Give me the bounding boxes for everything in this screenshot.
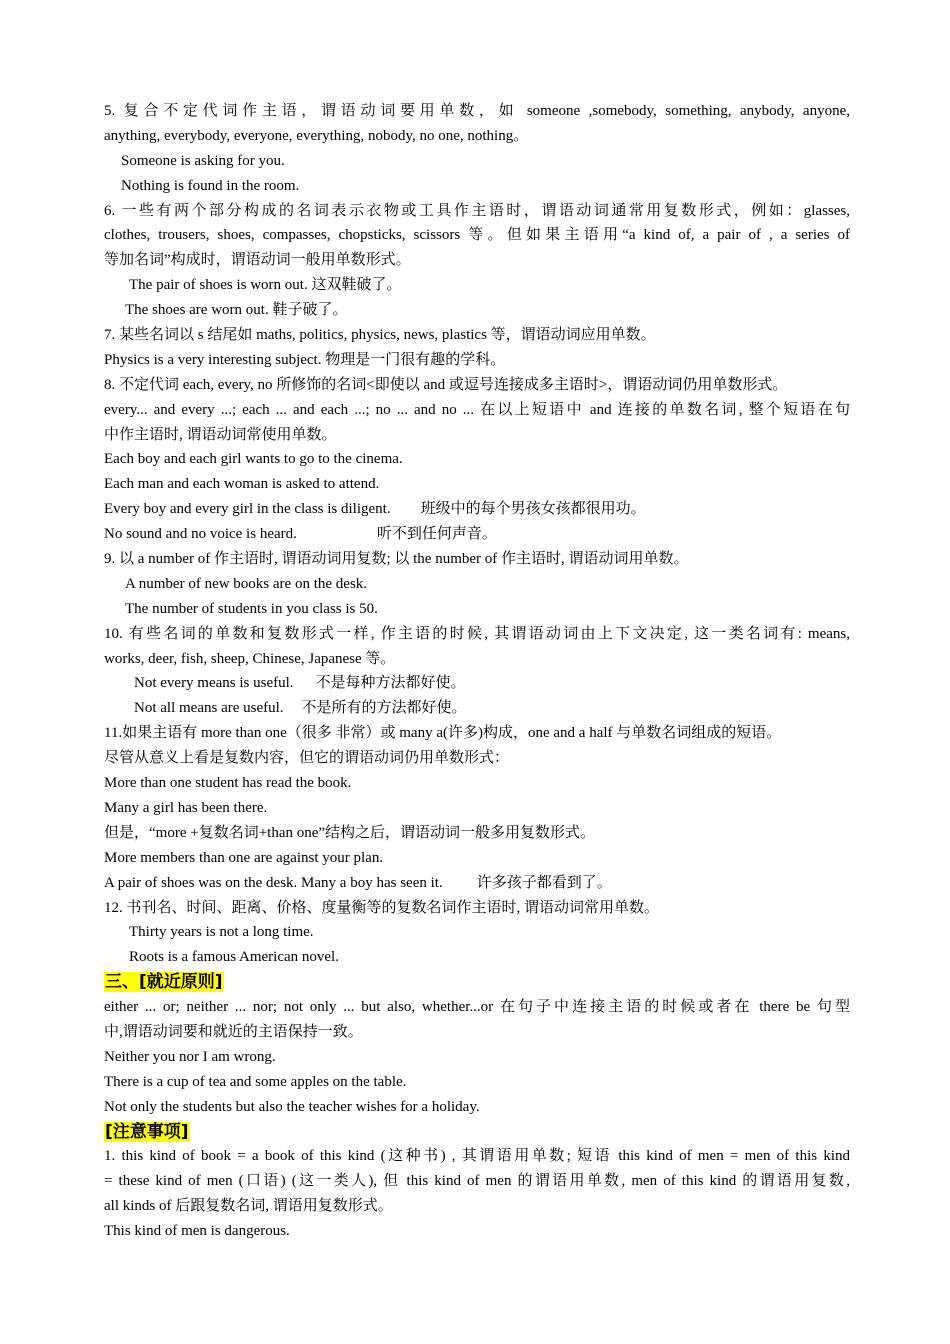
text-line: 10. 有些名词的单数和复数形式一样, 作主语的时候, 其谓语动词由上下文决定, 这一类名词有: means, [104,625,850,642]
example-translation: 许多孩子都看到了。 [476,874,612,891]
example-sentence: Not only the students but also the teacher wishes for a holiday. [104,1098,480,1115]
example-translation: 听不到任何声音。 [376,526,497,543]
example-sentence: Many a girl has been there. [104,799,268,816]
example-sentence-row [104,671,850,696]
example-sentence: More than one student has read the book. [104,775,352,792]
example-sentence: Nothing is found in the room. [121,177,300,194]
example-sentence-row [104,497,850,522]
section-heading-notes: [注意事项] [105,1121,189,1142]
document-page [104,99,850,1244]
section-heading-proximity-rule: 三、[就近原则] [105,972,223,993]
text-line: 12. 书刊名、时间、距离、价格、度量衡等的复数名词作主语时, 谓语动词常用单数。 [104,899,660,916]
text-line: 7. 某些名词以 s 结尾如 maths, politics, physics, news, plastics 等，谓语动词应用单数。 [104,327,656,344]
text-line: either ... or; neither ... nor; not only ... but also, whether...or 在句子中连接主语的时候或者在 there be 句型 [104,999,850,1016]
text-line: works, deer, fish, sheep, Chinese, Japanese 等。 [104,650,396,667]
example-sentence: More members than one are against your plan. [104,849,384,866]
example-sentence: No sound and no voice is heard. [104,526,297,543]
example-sentence: The pair of shoes is worn out. 这双鞋破了。 [129,277,402,294]
text-line: clothes, trousers, shoes, compasses, chopsticks, scissors 等。但如果主语用“a kind of, a pair of , a series of [104,227,850,244]
text-line: every... and every ...; each ... and each ...; no ... and no ... 在以上短语中 and 连接的单数名词, 整个短语在句 [104,401,850,418]
example-translation: 不是每种方法都好使。 [315,675,466,692]
text-line: all kinds of 后跟复数名词, 谓语用复数形式。 [104,1198,393,1215]
example-sentence: Thirty years is not a long time. [129,924,314,941]
example-sentence: A number of new books are on the desk. [125,575,368,592]
text-line: 等加名词”构成时，谓语动词一般用单数形式。 [104,252,411,269]
text-line: 9. 以 a number of 作主语时, 谓语动词用复数; 以 the number of 作主语时, 谓语动词用单数。 [104,551,689,568]
example-sentence-row [104,522,850,547]
text-line: = these kind of men (口语) (这一类人), 但 this kind of men 的谓语用单数, men of this kind 的谓语用复数, [104,1173,850,1190]
text-line: 6. 一些有两个部分构成的名词表示衣物或工具作主语时，谓语动词通常用复数形式，例如：glasses, [104,202,850,219]
text-line: 中作主语时, 谓语动词常使用单数。 [104,426,337,443]
example-sentence: There is a cup of tea and some apples on the table. [104,1073,407,1090]
example-sentence: Not all means are useful. [134,700,284,717]
example-sentence: A pair of shoes was on the desk. Many a boy has seen it. [104,874,443,891]
example-sentence: Every boy and every girl in the class is diligent. [104,501,391,518]
text-line: anything, everybody, everyone, everything, nobody, no one, nothing。 [104,127,529,144]
example-sentence-row [104,696,850,721]
example-sentence: The shoes are worn out. 鞋子破了。 [125,302,348,319]
text-line: 8. 不定代词 each, every, no 所修饰的名词<即使以 and 或逗号连接成多主语时>，谓语动词仍用单数形式。 [104,376,788,393]
example-sentence: Neither you nor I am wrong. [104,1048,276,1065]
text-line: 11.如果主语有 more than one（很多 非常）或 many a(许多)构成，one and a half 与单数名词组成的短语。 [104,725,782,742]
text-line: 中,谓语动词要和就近的主语保持一致。 [104,1023,363,1040]
example-translation: 班级中的每个男孩女孩都很用功。 [420,501,646,518]
example-sentence: The number of students in you class is 50. [125,600,378,617]
example-translation: 不是所有的方法都好使。 [301,700,467,717]
example-sentence: Each boy and each girl wants to go to the cinema. [104,451,403,468]
text-line: 5. 复合不定代词作主语，谓语动词要用单数，如 someone ,somebody, something, anybody, anyone, [104,103,850,119]
text-line: 1. this kind of book = a book of this kind (这种书) , 其谓语用单数; 短语 this kind of men = men of this kind [104,1148,850,1165]
example-sentence: Roots is a famous American novel. [129,949,339,966]
example-sentence: Someone is asking for you. [121,152,285,169]
text-line: 但是，“more +复数名词+than one”结构之后，谓语动词一般多用复数形式。 [104,824,596,841]
example-sentence: Not every means is useful. [134,675,294,692]
example-sentence: Each man and each woman is asked to attend. [104,476,380,493]
example-sentence-row [104,871,850,896]
example-sentence: This kind of men is dangerous. [104,1223,290,1240]
text-line: 尽管从意义上看是复数内容，但它的谓语动词仍用单数形式： [104,750,510,767]
example-sentence: Physics is a very interesting subject. 物理是一门很有趣的学科。 [104,351,506,368]
